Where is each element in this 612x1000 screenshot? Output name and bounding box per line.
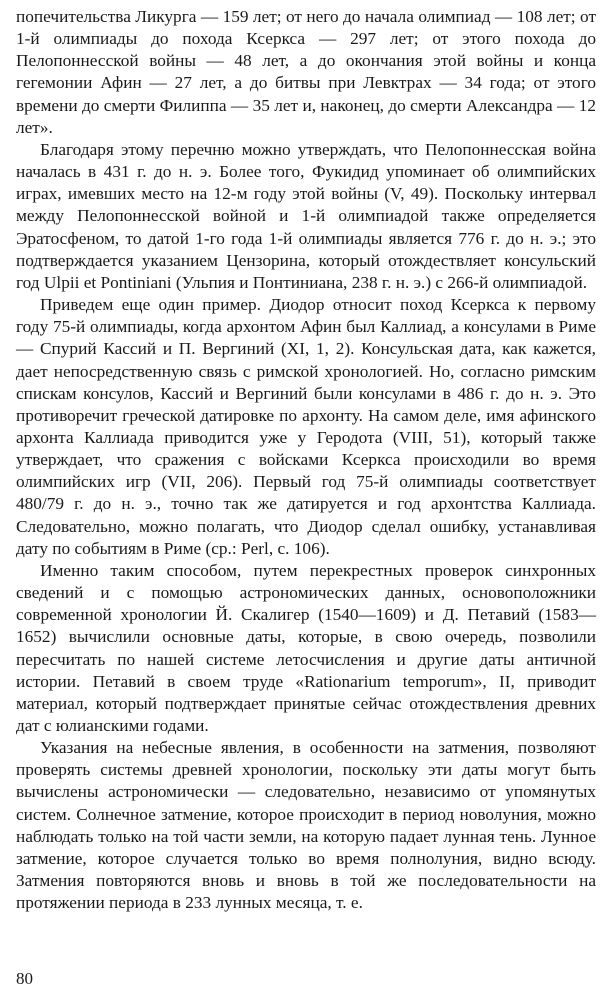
paragraph-2: Благодаря этому перечню можно утверждать, что Пелопоннесская война началась в 431 г. до н. э. Более того, Фукидид упоминает об олимпийских играх, имевших место на 12-м году этой войны (V, 49). Поскольку интервал между Пелопоннесской войной и 1-й олимпиадой также определяется Эратосфеном, то датой 1-го года 1-й олимпиады является 776 г. до н. э.; это подтверждается указанием Цензорина, который отождествляет консульский год Ulpii et Pontiniani (Ульпия и Понтиниана, 238 г. н. э.) с 266-й олимпиадой. (16, 139, 596, 292)
page-number: 80 (16, 969, 33, 988)
paragraph-1: попечительства Ликурга — 159 лет; от него до начала олимпиад — 108 лет; от 1-й олимпиады до похода Ксеркса — 297 лет; от этого похода до Пелопоннесской войны — 48 лет, а до окончания этой войны и конца гегемонии Афин — 27 лет, а до битвы при Левктрах — 34 года; от этого времени до смерти Филиппа — 35 лет и, наконец, до смерти Александра — 12 лет». (16, 7, 596, 137)
page-text (16, 6, 596, 914)
paragraph-3: Приведем еще один пример. Диодор относит поход Ксеркса к первому году 75-й олимпиады, когда архонтом Афин был Каллиад, а консулами в Риме — Спурий Кассий и П. Вергиний (XI, 1, 2). Консульская дата, как кажется, дает непосредственную связь с римской хронологией. Но, согласно римским спискам консулов, Кассий и Вергиний были консулами в 486 г. до н. э. Это противоречит греческой датировке по архонту. На самом деле, имя афинского архонта Каллиада приводится уже у Геродота (VIII, 51), который также утверждает, что сражения с войсками Ксеркса происходили во время олимпийских игр (VII, 206). Первый год 75-й олимпиады соответствует 480/79 г. до н. э., точно так же датируется и год архонтства Каллиада. Следовательно, можно полагать, что Диодор сделал ошибку, устанавливая дату по событиям в Риме (ср.: Perl, с. 106). (16, 295, 596, 558)
paragraph-5: Указания на небесные явления, в особенности на затмения, позволяют проверять системы древней хронологии, поскольку эти даты могут быть вычислены астрономически — следовательно, независимо от упомянутых систем. Солнечное затмение, которое происходит в период новолуния, можно наблюдать только на той части земли, на которую падает лунная тень. Лунное затмение, которое случается только во время полнолуния, видно всюду. Затмения повторяются вновь и вновь в той же последовательности на протяжении периода в 233 лунных месяца, т. е. (16, 738, 596, 913)
paragraph-4: Именно таким способом, путем перекрестных проверок синхронных сведений и с помощью астрономических данных, основоположники современной хронологии Й. Скалигер (1540—1609) и Д. Петавий (1583—1652) вычислили основные даты, которые, в свою очередь, позволили пересчитать по нашей системе летосчисления и другие даты античной истории. Петавий в своем труде «Rationarium temporum», II, приводит материал, который подтверждает принятые сейчас отождествления древних дат с юлианскими годами. (16, 560, 596, 735)
